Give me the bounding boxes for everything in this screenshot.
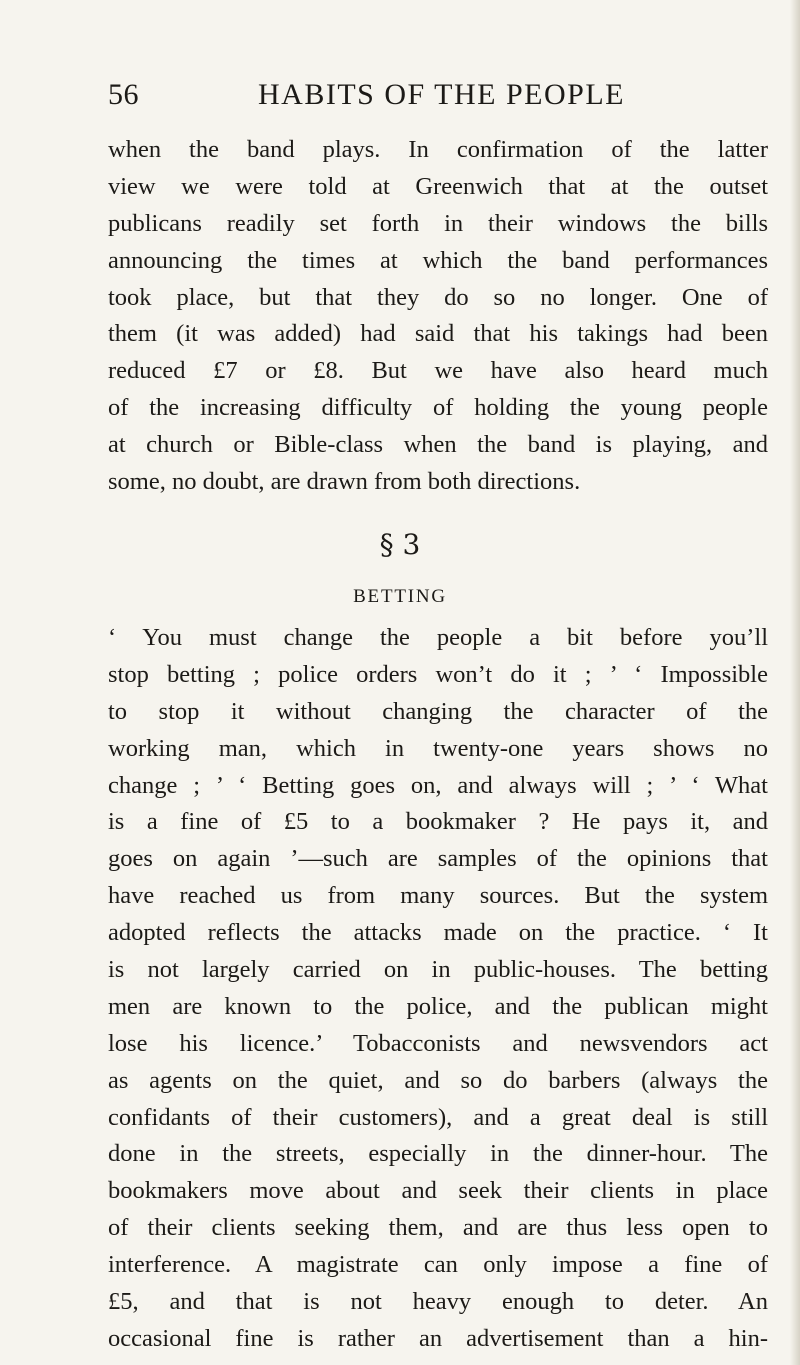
text-line: bookmakers move about and seek their clients in place xyxy=(108,1177,768,1205)
page-edge-shadow xyxy=(790,0,800,1365)
text-line: adopted reflects the attacks made on the practice. ‘ It xyxy=(108,919,768,947)
text-line: done in the streets, especially in the dinner-hour. The xyxy=(108,1140,768,1168)
text-line: of their clients seeking them, and are thus less open to xyxy=(108,1214,768,1242)
section-number: § 3 xyxy=(379,528,421,561)
text-line: took place, but that they do so no longer. One of xyxy=(108,283,768,311)
text-line: £5, and that is not heavy enough to deter. An xyxy=(108,1288,768,1316)
text-line: some, no doubt, are drawn from both directions. xyxy=(108,468,581,496)
paragraph-2 xyxy=(108,620,768,1358)
text-line: ‘ You must change the people a bit before you’ll xyxy=(108,624,768,651)
text-line: working man, which in twenty-one years shows no xyxy=(108,734,768,762)
text-line: when the band plays. In confirmation of the latter xyxy=(108,136,768,163)
text-line: at church or Bible-class when the band is playing, and xyxy=(108,431,768,459)
page-number: 56 xyxy=(108,78,139,111)
text-line: of the increasing difficulty of holding the young people xyxy=(108,394,768,422)
text-line: goes on again ’—such are samples of the opinions that xyxy=(108,845,768,873)
text-line: reduced £7 or £8. But we have also heard much xyxy=(108,357,768,385)
text-line: change ; ’ ‘ Betting goes on, and always will ; ’ ‘ What xyxy=(108,771,768,799)
text-line: to stop it without changing the character of the xyxy=(108,697,768,725)
section-title: BETTING xyxy=(353,586,447,607)
page-header xyxy=(108,78,768,122)
text-line: occasional fine is rather an advertisement than a hin- xyxy=(108,1324,768,1352)
text-line: is a fine of £5 to a bookmaker ? He pays it, and xyxy=(108,808,768,836)
text-line: men are known to the police, and the publican might xyxy=(108,992,768,1020)
text-line: them (it was added) had said that his takings had been xyxy=(108,320,768,348)
text-line: stop betting ; police orders won’t do it ; ’ ‘ Impossible xyxy=(108,660,768,688)
running-head: HABITS OF THE PEOPLE xyxy=(258,78,625,111)
text-line: interference. A magistrate can only impose a fine of xyxy=(108,1251,768,1279)
text-line: is not largely carried on in public-houses. The betting xyxy=(108,956,768,984)
text-line: as agents on the quiet, and so do barbers (always the xyxy=(108,1066,768,1094)
text-line: lose his licence.’ Tobacconists and newsvendors act xyxy=(108,1029,768,1057)
text-line: view we were told at Greenwich that at the outset xyxy=(108,172,768,200)
text-line: publicans readily set forth in their windows the bills xyxy=(108,209,768,237)
text-line: announcing the times at which the band performances xyxy=(108,246,768,274)
paragraph-1 xyxy=(108,132,768,501)
text-line: confidants of their customers), and a great deal is still xyxy=(108,1103,768,1131)
text-line: have reached us from many sources. But the system xyxy=(108,882,768,910)
